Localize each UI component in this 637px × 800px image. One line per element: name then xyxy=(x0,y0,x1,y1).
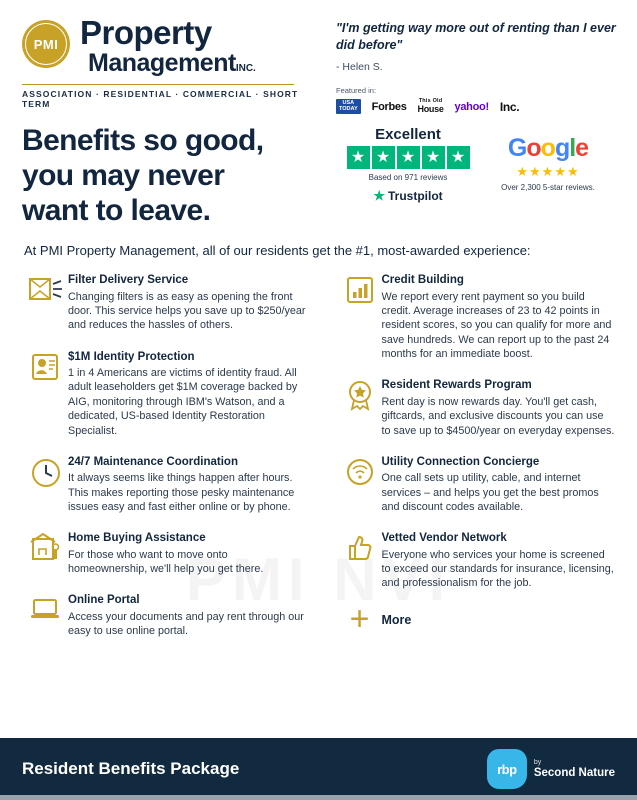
trustpilot-rating xyxy=(344,126,472,228)
featured-outlet-list xyxy=(336,99,619,115)
brand-divider xyxy=(22,84,294,85)
benefit-title: Resident Rewards Program xyxy=(381,379,532,392)
trustpilot-stars xyxy=(344,146,472,169)
bar-chart-icon xyxy=(338,273,382,361)
star-icon: ★ xyxy=(372,146,395,169)
plus-icon: + xyxy=(349,599,370,638)
testimonial-block xyxy=(322,16,619,118)
rbp-logo xyxy=(487,749,615,789)
partner-prefix: by xyxy=(533,758,542,766)
testimonial-author: - Helen S. xyxy=(336,60,383,73)
pmi-seal-icon xyxy=(22,20,70,68)
trustpilot-review-count: Based on 971 reviews xyxy=(368,173,448,182)
google-stars: ★★★★★ xyxy=(516,164,580,179)
intro-paragraph: At PMI Property Management, all of our residents get the #1, most-awarded experience: xyxy=(24,243,531,259)
partner-name: Second Nature xyxy=(533,766,615,779)
trustpilot-brand-label: Trustpilot xyxy=(387,189,443,203)
benefit-text: Rent day is now rewards day. You'll get cash, giftcards, and exclusive discounts you can use to save up to $4500/year on everyday expenses. xyxy=(381,395,615,437)
benefit-text: One call sets up utility, cable, and internet services – and helps you get the best promos and discount codes available. xyxy=(381,472,599,513)
benefit-item xyxy=(338,273,616,361)
more-label: More xyxy=(381,612,412,627)
star-icon: ★ xyxy=(397,146,420,169)
benefit-item xyxy=(24,531,308,576)
brand-name-line1: Property xyxy=(80,14,212,51)
footer-title: Resident Benefits Package xyxy=(22,759,240,778)
rbp-badge-icon: rbp xyxy=(487,749,527,789)
brand-name-line2: Management xyxy=(88,49,236,77)
benefit-title: Utility Connection Concierge xyxy=(381,455,540,468)
benefit-item xyxy=(24,455,308,514)
benefit-item xyxy=(338,531,616,590)
award-ribbon-icon xyxy=(338,378,382,437)
star-icon: ★ xyxy=(447,146,470,169)
hero-section xyxy=(0,118,637,228)
inc-icon: Inc . xyxy=(500,100,520,114)
brand-logo-block xyxy=(22,16,322,118)
benefit-item xyxy=(338,455,616,514)
house-key-icon xyxy=(24,531,68,576)
brand-name-suffix: INC. xyxy=(235,63,256,74)
benefit-title: 24/7 Maintenance Coordination xyxy=(68,455,238,468)
benefit-item xyxy=(24,273,308,332)
benefit-item xyxy=(24,593,308,638)
google-rating xyxy=(482,126,614,228)
id-badge-icon xyxy=(24,350,68,438)
yahoo-icon: yahoo! xyxy=(454,100,489,113)
benefit-title: Home Buying Assistance xyxy=(68,532,206,545)
document-header xyxy=(0,0,637,118)
clock-icon xyxy=(24,455,68,514)
benefit-text: Access your documents and pay rent through our easy to use online portal. xyxy=(68,610,304,638)
hero-title-line3: want to leave. xyxy=(22,193,211,227)
benefit-title: Filter Delivery Service xyxy=(68,274,189,287)
pmi-seal-label: PMI xyxy=(33,36,59,52)
trustpilot-star-icon: ★ xyxy=(373,188,385,203)
benefit-title: Vetted Vendor Network xyxy=(381,532,507,545)
benefit-title: Credit Building xyxy=(381,274,464,287)
benefit-title: $1M Identity Protection xyxy=(68,350,195,363)
laptop-icon xyxy=(24,593,68,638)
hero-title-line2: you may never xyxy=(22,158,225,192)
benefit-text: For those who want to move onto homeownership, we'll help you get there. xyxy=(68,548,264,576)
star-icon: ★ xyxy=(347,146,370,169)
usa-today-icon: USA TODAY xyxy=(336,99,361,115)
benefit-item xyxy=(24,350,308,438)
hero-heading xyxy=(22,124,332,228)
hero-title-line1: Benefits so good, xyxy=(22,124,264,157)
this-old-house-icon: This Old House xyxy=(417,98,444,114)
brand-tagline: ASSOCIATION · RESIDENTIAL · COMMERCIAL · SHORT TERM xyxy=(22,88,299,109)
google-review-caption: Over 2,300 5-star reviews. xyxy=(501,183,595,192)
footer-bottom-strip xyxy=(0,795,637,800)
thumbs-up-icon xyxy=(338,531,382,590)
google-wordmark: Google xyxy=(507,134,589,162)
benefit-text: It always seems like things happen after hours. This makes reporting those pesky maintenance issues easy and fast either online or by phone. xyxy=(68,472,295,513)
benefit-text: We report every rent payment so you build credit. Average increases of 23 to 42 points in resident scores, so you can qualify for more and save hundreds. We can report up to the past 24 months for an immediate boost. xyxy=(381,290,612,361)
benefit-title: Online Portal xyxy=(68,594,140,607)
benefit-text: Everyone who services your home is screened to exceed our standards for insurance, licensing, and professionalism for the job. xyxy=(381,548,614,590)
forbes-icon: Forbes xyxy=(371,100,407,113)
benefit-item xyxy=(338,378,616,437)
benefit-text: Changing filters is as easy as opening the front door. This service helps you save up to $250/year and reduces the hassles of others. xyxy=(68,290,306,332)
benefits-columns xyxy=(0,261,637,655)
wifi-plug-icon xyxy=(338,455,382,514)
benefits-column-right xyxy=(322,273,620,655)
trustpilot-brand xyxy=(344,188,472,204)
document-footer xyxy=(0,738,637,800)
benefit-text: 1 in 4 Americans are victims of identity fraud. All adult leaseholders get $1M coverage backed by AIG, monitoring through IBM's Watson, and a dedicated, US-based Identity Restoration Specialist. xyxy=(68,367,298,437)
more-benefits-row xyxy=(338,599,616,638)
trustpilot-rating-word: Excellent xyxy=(375,126,441,143)
reviews-block xyxy=(332,124,619,228)
star-icon: ★ xyxy=(422,146,445,169)
air-filter-icon xyxy=(24,273,68,332)
benefits-column-left xyxy=(24,273,322,655)
featured-in-label: Featured in: xyxy=(336,85,377,95)
testimonial-quote: "I'm getting way more out of renting than I ever did before" xyxy=(336,21,616,52)
